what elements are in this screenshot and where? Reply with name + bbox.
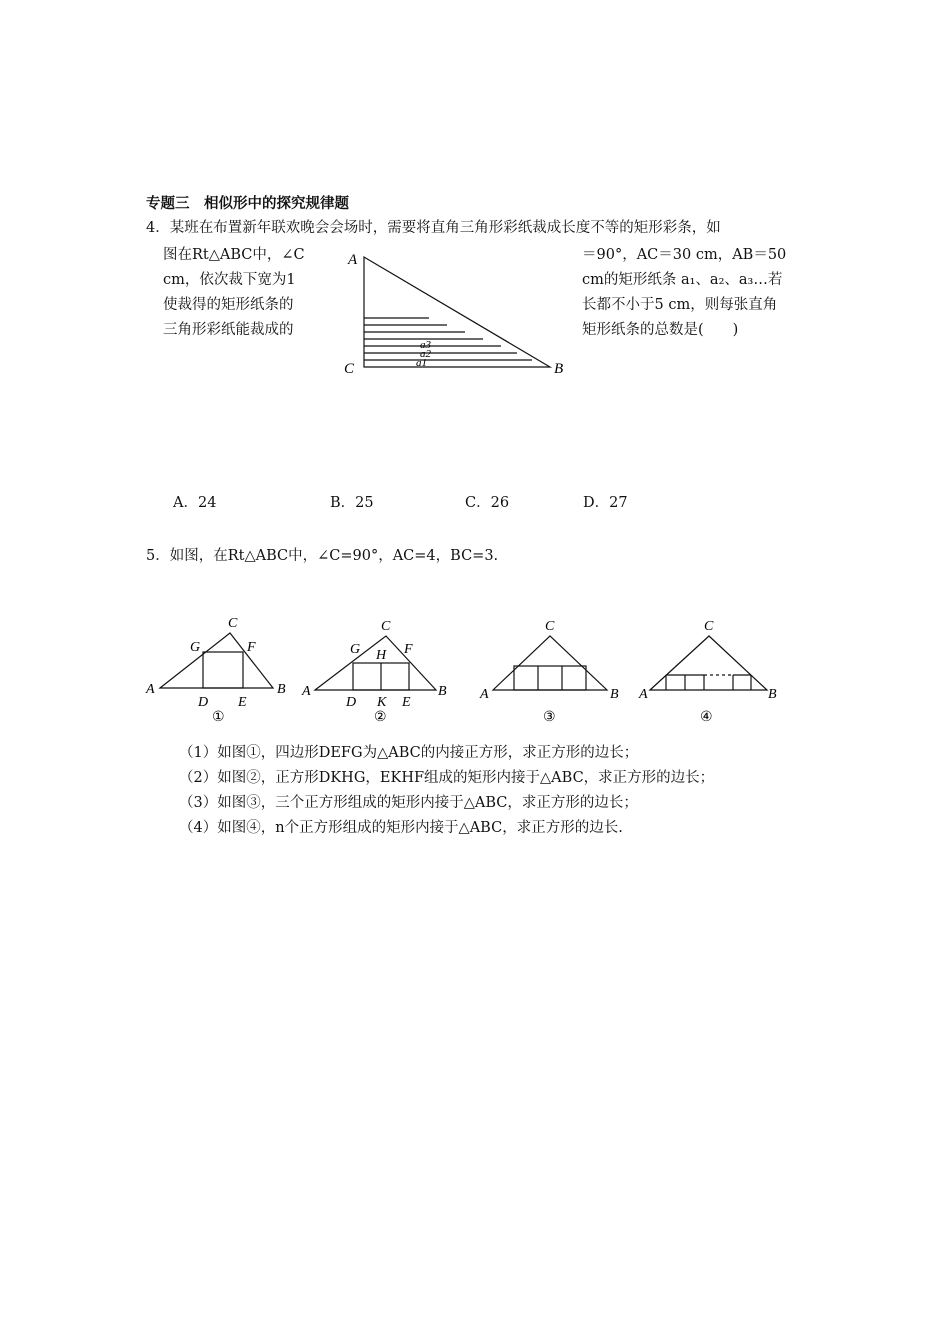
label-D: D: [346, 695, 357, 710]
label-K: K: [377, 695, 387, 710]
q4-option-c: C．26: [465, 495, 510, 511]
label-D: D: [198, 695, 209, 710]
label-a3: a3: [420, 339, 431, 351]
label-a1: a1: [416, 357, 427, 369]
q5-part-3: （3）如图③，三个正方形组成的矩形内接于△ABC，求正方形的边长；: [179, 795, 638, 811]
q5-part-1: （1）如图①，四边形DEFG为△ABC的内接正方形，求正方形的边长；: [179, 745, 639, 761]
triangle-outline: [493, 636, 607, 690]
q4-option-a: A．24: [173, 495, 217, 511]
q4-left-line: 使裁得的矩形纸条的: [163, 297, 294, 313]
label-A: A: [348, 252, 358, 268]
q5-part-2: （2）如图②，正方形DKHG，EKHF组成的矩形内接于△ABC，求正方形的边长；: [179, 770, 715, 786]
label-B: B: [768, 687, 777, 702]
label-C: C: [704, 619, 714, 634]
q4-right-line: 矩形纸条的总数是( ): [582, 322, 739, 338]
figure-caption: ②: [374, 710, 387, 725]
triangle-outline: [364, 257, 550, 367]
q4-left-line: 图在Rt△ABC中，∠C: [163, 247, 305, 263]
label-F: F: [404, 642, 413, 657]
q4-triangle-figure: [340, 248, 580, 378]
label-A: A: [146, 682, 155, 697]
label-F: F: [247, 640, 256, 655]
q4-right-line: 长都不小于5 cm，则每张直角: [582, 297, 778, 313]
label-C: C: [381, 619, 391, 634]
label-G: G: [190, 640, 201, 655]
q4-line1: 4．某班在布置新年联欢晚会会场时，需要将直角三角形彩纸裁成长度不等的矩形彩条，如: [146, 220, 721, 236]
q4-left-line: cm，依次裁下宽为1: [163, 272, 296, 288]
label-A: A: [480, 687, 489, 702]
label-C: C: [228, 616, 238, 631]
label-B: B: [610, 687, 619, 702]
label-a2: a2: [420, 348, 431, 360]
q4-left-line: 三角形彩纸能裁成的: [163, 322, 294, 338]
q4-right-line: cm的矩形纸条 a₁、a₂、a₃…若: [582, 272, 783, 288]
q4-option-d: D．27: [583, 495, 628, 511]
q5-figure-1: [140, 608, 300, 728]
label-B: B: [554, 361, 564, 377]
triangle-outline: [160, 633, 273, 688]
section-title: 专题三 相似形中的探究规律题: [146, 196, 349, 212]
q4-right-line: ＝90°，AC＝30 cm，AB＝50: [582, 247, 787, 263]
label-G: G: [350, 642, 361, 657]
label-B: B: [277, 682, 286, 697]
figure-caption: ①: [212, 710, 225, 725]
q5-part-4: （4）如图④，n个正方形组成的矩形内接于△ABC，求正方形的边长.: [179, 820, 623, 836]
q5-figure-4: [636, 608, 796, 728]
inscribed-rectangle: [514, 666, 586, 690]
label-E: E: [402, 695, 411, 710]
label-C: C: [344, 361, 355, 377]
label-E: E: [238, 695, 247, 710]
figure-caption: ④: [700, 710, 713, 725]
q5-figure-2: [298, 608, 458, 728]
q4-option-b: B．25: [330, 495, 374, 511]
label-A: A: [639, 687, 648, 702]
label-A: A: [302, 684, 311, 699]
q5-figure-3: [476, 608, 636, 728]
label-B: B: [438, 684, 447, 699]
q5-stem: 5．如图，在Rt△ABC中，∠C=90°，AC=4，BC=3.: [146, 548, 499, 564]
inscribed-square: [203, 652, 243, 688]
triangle-outline: [650, 636, 767, 690]
label-H: H: [376, 648, 387, 663]
figure-caption: ③: [543, 710, 556, 725]
label-C: C: [545, 619, 555, 634]
